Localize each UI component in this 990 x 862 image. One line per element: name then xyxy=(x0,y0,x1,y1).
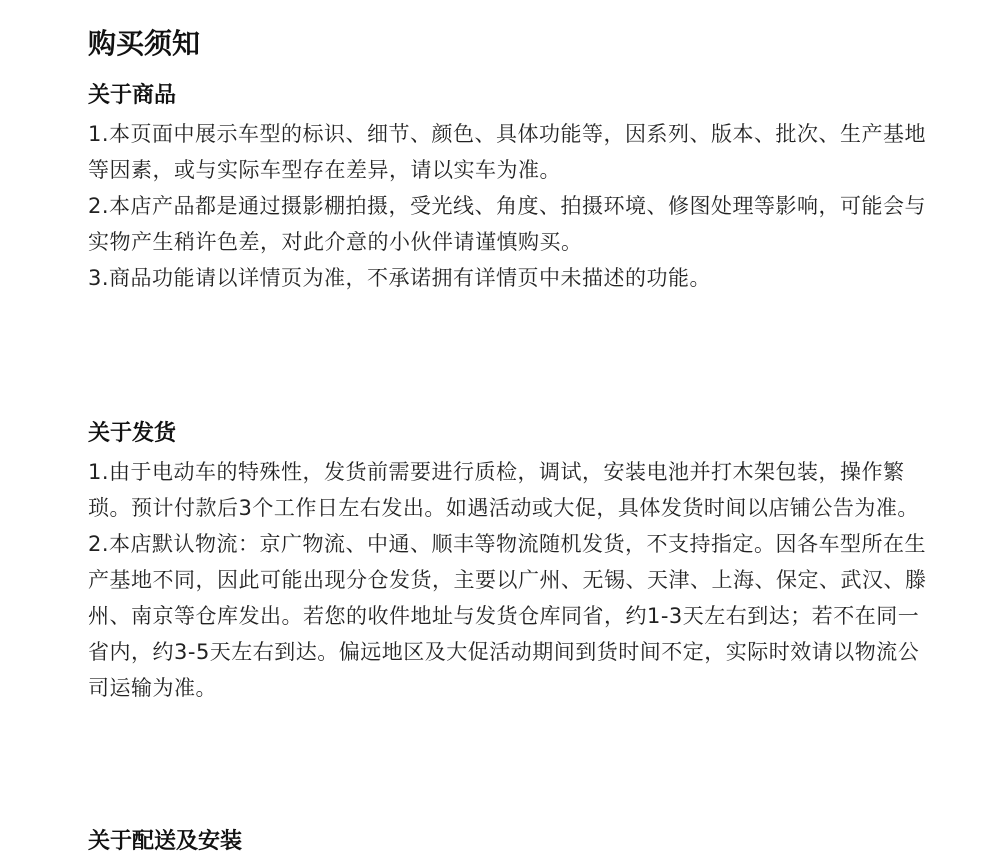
page-title: 购买须知 xyxy=(88,27,201,60)
goods-paragraph-3: 3.商品功能请以详情页为准，不承诺拥有详情页中未描述的功能。 xyxy=(88,266,712,290)
section-about-shipping xyxy=(88,418,928,706)
goods-paragraph-1: 1.本页面中展示车型的标识、细节、颜色、具体功能等，因系列、版本、批次、生产基地等因素，或与实际车型存在差异，请以实车为准。 xyxy=(88,122,927,182)
section-heading-goods: 关于商品 xyxy=(88,83,177,108)
section-heading-delivery: 关于配送及安装 xyxy=(88,829,243,854)
section-about-goods xyxy=(88,80,928,296)
goods-paragraph-2: 2.本店产品都是通过摄影棚拍摄，受光线、角度、拍摄环境、修图处理等影响，可能会与实物产生稍许色差，对此介意的小伙伴请谨慎购买。 xyxy=(88,194,927,254)
shipping-paragraph-2: 2.本店默认物流：京广物流、中通、顺丰等物流随机发货，不支持指定。因各车型所在生产基地不同，因此可能出现分仓发货，主要以广州、无锡、天津、上海、保定、武汉、滕州、南京等仓库发出。若您的收件地址与发货仓库同省，约1-3天左右到达；若不在同一省内，约3-5天左右到达。偏远地区及大促活动期间到货时间不定，实际时效请以物流公司运输为准。 xyxy=(88,532,927,700)
section-about-delivery xyxy=(88,826,928,862)
section-heading-shipping: 关于发货 xyxy=(88,421,177,446)
shipping-paragraph-1: 1.由于电动车的特殊性，发货前需要进行质检，调试，安装电池并打木架包装，操作繁琐。预计付款后3个工作日左右发出。如遇活动或大促，具体发货时间以店铺公告为准。 xyxy=(88,460,919,520)
